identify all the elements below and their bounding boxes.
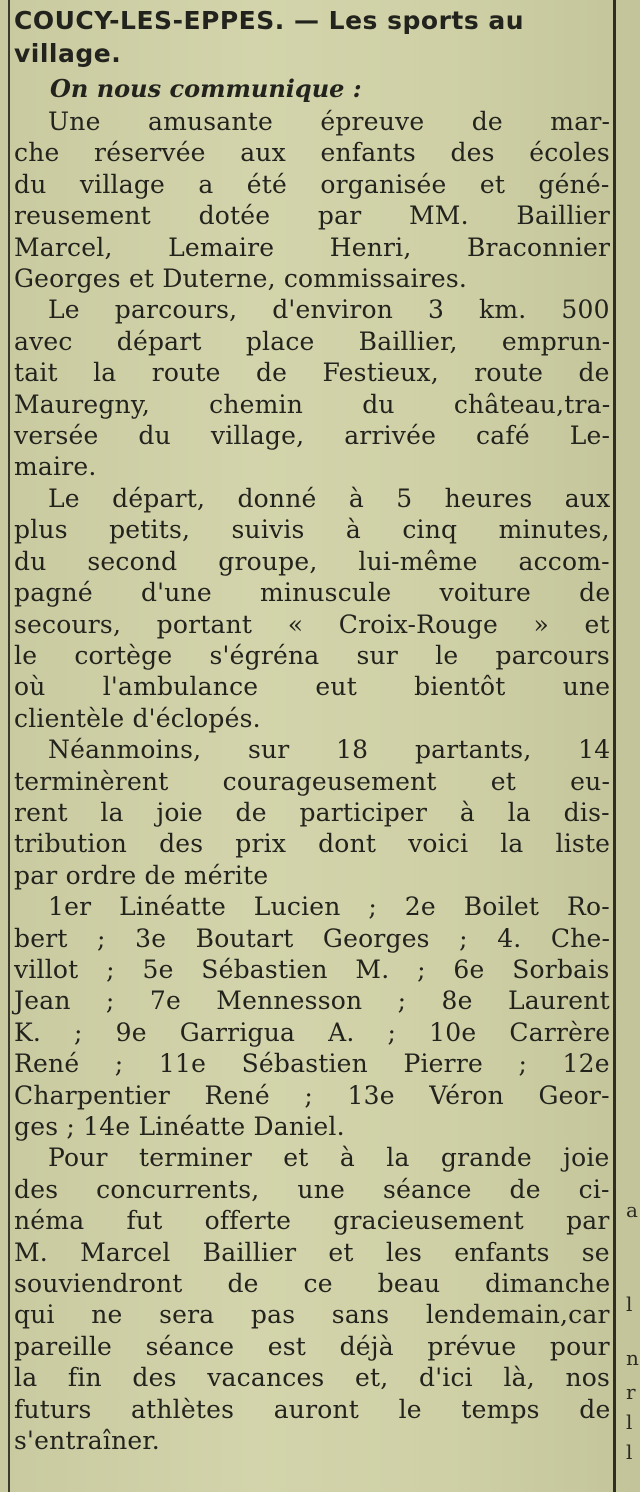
text-line: des concurrents, une séance de ci- (14, 1174, 610, 1204)
text-line: reusement dotée par MM. Baillier (14, 201, 611, 231)
text-line: avec départ place Baillier, emprun- (14, 326, 611, 356)
article (14, 4, 610, 1456)
text-line: che réservée aux enfants des écoles (14, 138, 610, 168)
text-line: terminèrent courageusement et eu- (14, 766, 611, 796)
adjacent-column-fragment: n (626, 1346, 639, 1370)
text-line: René ; 11e Sébastien Pierre ; 12e (14, 1049, 610, 1079)
article-byline: On nous communique : (50, 74, 362, 103)
adjacent-column-fragment: l (626, 1292, 633, 1316)
text-line: Le parcours, d'environ 3 km. 500 (48, 295, 610, 325)
text-line: villot ; 5e Sébastien M. ; 6e Sorbais (14, 954, 610, 984)
text-line: tait la route de Festieux, route de (14, 358, 610, 388)
text-line: K. ; 9e Garrigua A. ; 10e Carrère (14, 1017, 611, 1047)
adjacent-column-fragment: l (626, 1440, 633, 1464)
text-line: plus petits, suivis à cinq minutes, (14, 515, 610, 545)
article-paragraph (14, 1142, 610, 1456)
text-line: Georges et Duterne, commissaires. (14, 264, 467, 294)
text-line: clientèle d'éclopés. (14, 703, 261, 733)
text-line: la fin des vacances et, d'ici là, nos (14, 1363, 611, 1393)
text-line: bert ; 3e Boutart Georges ; 4. Che- (14, 923, 611, 953)
article-paragraph (14, 294, 610, 482)
adjacent-column-fragment: l (626, 1410, 633, 1434)
adjacent-column-fragment: a (626, 1198, 638, 1222)
text-line: s'entraîner. (14, 1426, 160, 1456)
text-line: Néanmoins, sur 18 partants, 14 (48, 735, 611, 765)
text-line: M. Marcel Baillier et les enfants se (14, 1237, 610, 1267)
text-line: Jean ; 7e Mennesson ; 8e Laurent (14, 986, 610, 1016)
text-line: Mauregny, chemin du château,tra- (14, 389, 611, 419)
text-line: futurs athlètes auront le temps de (14, 1394, 611, 1424)
text-line: qui ne sera pas sans lendemain,car (14, 1300, 610, 1330)
adjacent-column-fragment: r (626, 1380, 636, 1404)
text-line: versée du village, arrivée café Le- (14, 421, 611, 451)
text-line: Charpentier René ; 13e Véron Geor- (14, 1080, 610, 1110)
text-line: tribution des prix dont voici la liste (14, 829, 611, 859)
text-line: par ordre de mérite (14, 860, 269, 890)
text-line: du second groupe, lui-même accom- (14, 546, 610, 576)
article-headline: COUCY-LES-EPPES. — Les sports au village. (14, 6, 525, 68)
text-line: souviendront de ce beau dimanche (14, 1269, 611, 1299)
article-paragraph (14, 891, 610, 1142)
column-rule-left (8, 0, 10, 1492)
column-rule-right (613, 0, 616, 1492)
text-line: ges ; 14e Linéatte Daniel. (14, 1112, 345, 1141)
text-line: où l'ambulance eut bientôt une (14, 672, 611, 702)
text-line: Une amusante épreuve de mar- (48, 107, 611, 136)
text-line: Marcel, Lemaire Henri, Braconnier (14, 232, 611, 262)
article-paragraph (14, 106, 610, 294)
text-line: Le départ, donné à 5 heures aux (48, 483, 611, 513)
article-paragraph (14, 483, 610, 734)
text-line: du village a été organisée et géné- (14, 169, 610, 199)
text-line: rent la joie de participer à la dis- (14, 797, 610, 827)
text-line: néma fut offerte gracieusement par (14, 1206, 610, 1236)
text-line: pagné d'une minuscule voiture de (14, 578, 611, 608)
text-line: pareille séance est déjà prévue pour (14, 1331, 610, 1361)
article-paragraph (14, 734, 610, 891)
text-line: secours, portant « Croix-Rouge » et (14, 609, 610, 639)
text-line: maire. (14, 452, 97, 482)
text-line: 1er Linéatte Lucien ; 2e Boilet Ro- (48, 892, 610, 922)
text-line: Pour terminer et à la grande joie (48, 1143, 610, 1173)
text-line: le cortège s'égréna sur le parcours (14, 640, 610, 670)
article-body (14, 106, 610, 1456)
